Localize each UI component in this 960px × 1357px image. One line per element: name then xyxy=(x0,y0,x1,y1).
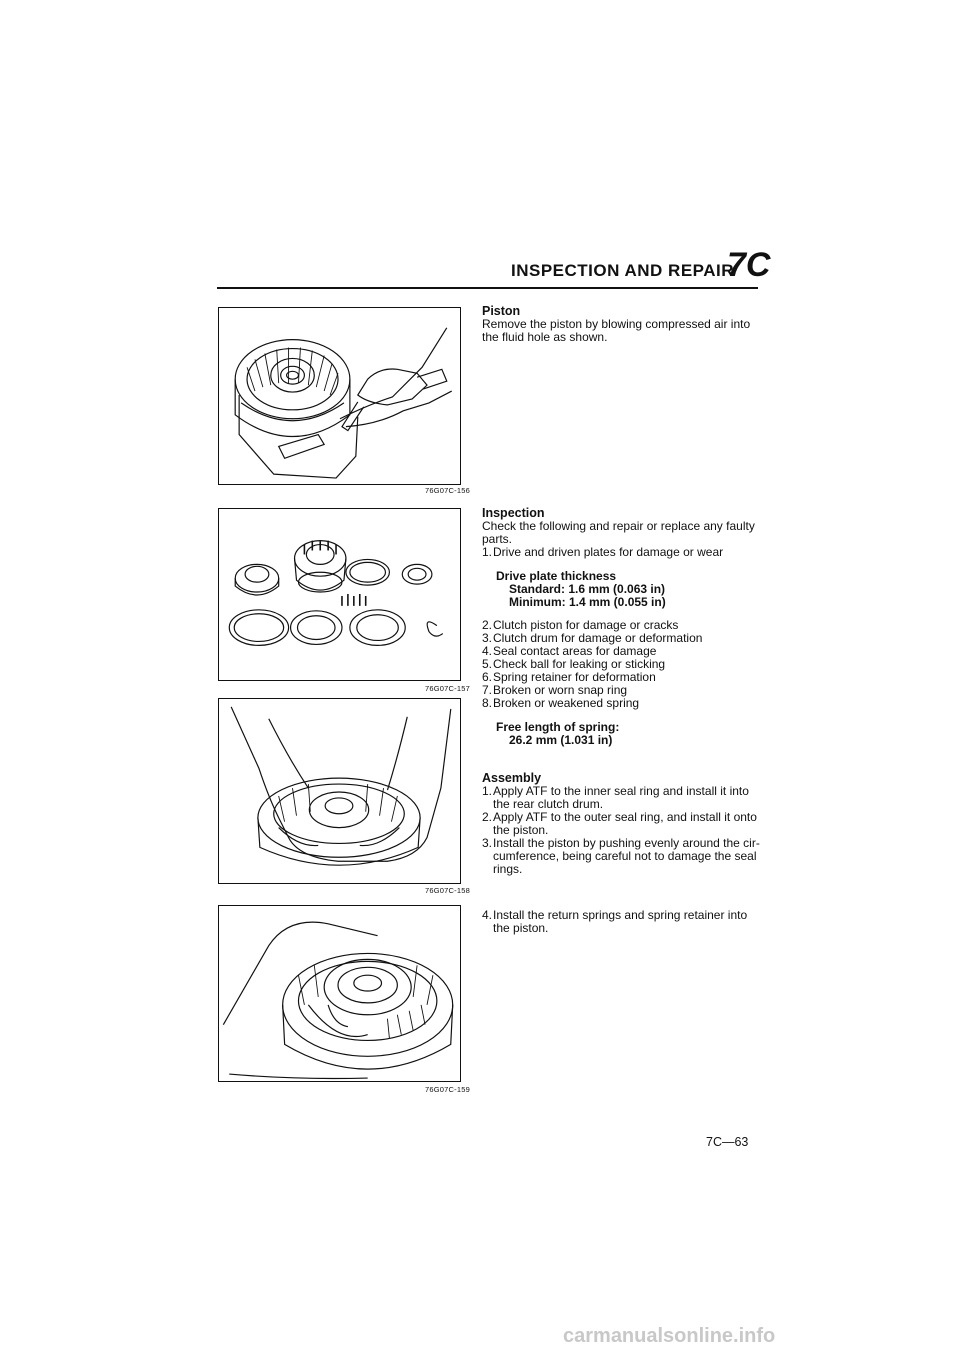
figure-caption: 76G07C-159 xyxy=(425,1085,470,1094)
list-item: 5. Check ball for leaking or sticking xyxy=(482,657,666,671)
air-blow-illustration xyxy=(219,308,460,484)
list-item: 2. Clutch piston for damage or cracks xyxy=(482,618,679,632)
section-piston xyxy=(482,305,760,344)
list-item: 4. Seal contact areas for damage xyxy=(482,644,657,658)
spec-standard: Standard: 1.6 mm (0.063 in) xyxy=(509,582,666,596)
page-number: 7C—63 xyxy=(706,1135,749,1149)
list-item: 7. Broken or worn snap ring xyxy=(482,683,628,697)
watermark: carmanualsonline.info xyxy=(563,1325,776,1347)
section-heading: Inspection xyxy=(482,506,545,520)
install-piston-illustration xyxy=(219,699,460,883)
inspection-list xyxy=(482,546,760,559)
spring-spec-value: 26.2 mm (1.031 in) xyxy=(509,733,613,747)
figure-caption: 76G07C-156 xyxy=(425,486,470,495)
paragraph: Remove the piston by blowing compressed air into the fluid hole as shown. xyxy=(482,317,751,344)
assembly-list-continued xyxy=(482,909,760,935)
page-header xyxy=(0,0,960,290)
figure-install-piston xyxy=(218,698,461,884)
list-item: 8. Broken or weakened spring xyxy=(482,696,640,710)
list-item: 2. Apply ATF to the outer seal ring, and install it onto the piston. xyxy=(482,810,757,837)
install-springs-illustration xyxy=(219,906,460,1081)
page-title: INSPECTION AND REPAIR xyxy=(511,261,735,280)
header-rule xyxy=(217,287,758,289)
list-item: 3. Install the piston by pushing evenly around the cir-cumference, being careful not to damage the seal rings. xyxy=(482,836,760,876)
list-item: 4. Install the return springs and spring retainer into the piston. xyxy=(482,908,748,935)
spec-minimum: Minimum: 1.4 mm (0.055 in) xyxy=(509,595,666,609)
section-heading: Assembly xyxy=(482,771,542,785)
section-code: 7C xyxy=(727,246,771,284)
inspection-list-continued xyxy=(482,619,760,710)
paragraph: Check the following and repair or replace any faulty parts. xyxy=(482,519,755,546)
list-item: 1. Drive and driven plates for damage or wear xyxy=(482,545,724,559)
assembly-list xyxy=(482,785,760,876)
figure-air-blow-piston xyxy=(218,307,461,485)
section-heading: Piston xyxy=(482,304,521,318)
list-item: 6. Spring retainer for deformation xyxy=(482,670,656,684)
list-item: 3. Clutch drum for damage or deformation xyxy=(482,631,703,645)
figure-caption: 76G07C-158 xyxy=(425,886,470,895)
figure-install-springs xyxy=(218,905,461,1082)
section-inspection xyxy=(482,507,760,747)
section-assembly-step4 xyxy=(482,909,760,935)
list-item: 1. Apply ATF to the inner seal ring and install it into the rear clutch drum. xyxy=(482,784,749,811)
parts-illustration xyxy=(219,509,460,680)
spec-title: Drive plate thickness xyxy=(496,569,617,583)
section-assembly xyxy=(482,772,760,876)
figure-clutch-parts xyxy=(218,508,461,681)
spring-spec-title: Free length of spring: xyxy=(496,720,620,734)
figure-caption: 76G07C-157 xyxy=(425,684,470,693)
